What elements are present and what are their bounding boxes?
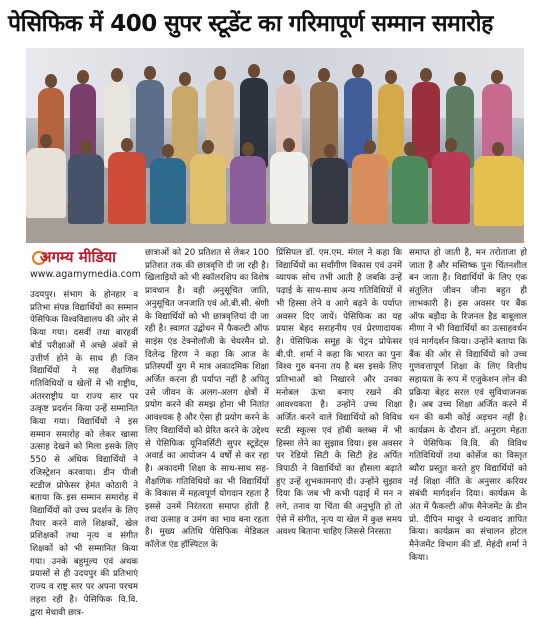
- photo-head: [420, 68, 432, 82]
- photo-head: [283, 138, 295, 152]
- photo-head: [214, 66, 226, 80]
- article-column-3: [276, 247, 402, 585]
- photo-head: [144, 66, 156, 80]
- photo-head: [40, 134, 52, 148]
- photo-head: [179, 72, 191, 86]
- photo-head: [162, 144, 174, 158]
- photo-head: [352, 64, 364, 78]
- column-text: उदयपुर। संभाग के होनहार व प्रतिभा संपन्न विद्यार्थियों का सम्मान पेसिफिक विश्वविद्यालय की ओर से किया गया। दसवीं तथा बारहवीं बोर्ड परीक्षाओं में अच्छे अंकों से उत्तीर्ण होने के साथ ही जिन विद्यार्थियों ने सह शैक्षणिक गतिविधियों व खेलों में भी राष्ट्रीय, अंतरराष्ट्रीय या राज्य स्तर पर उत्कृष्ट प्रदर्शन किया उन्हें सम्मानित किया गया। विद्यार्थियों ने इस सम्मान समारोह को लेकर खासा उत्साह देखने को मिला इसके लिए 550 से अधिक विद्यार्थियों ने रजिस्ट्रेशन करवाया। डीन पीजी स्टडीज प्रोफेसर हेमंत कोठारी ने बताया कि इस सम्मान समारोह में विद्यार्थियों को उच्च प्रदर्शन के लिए तैयार करने वाले शिक्षकों, खेल प्रशिक्षकों तथा नृत्य व संगीत शिक्षकों को भी सम्मानित किया गया। उनके बहुमूल्य एवं अथक प्रयासों से ही उदयपुर की प्रतिभाएं राज्य व राष्ट्र स्तर पर अपना परचम लहरा रही है। पेसिफिक वि.वि. द्वारा मेधावी छात्र-: [30, 290, 138, 618]
- photo-person: [26, 148, 66, 218]
- photo-head: [202, 140, 214, 154]
- photo-person: [190, 154, 226, 224]
- article-column-2: [145, 247, 269, 585]
- photo-head: [445, 138, 457, 152]
- masthead-logo: [30, 247, 141, 287]
- photo-person: [474, 156, 524, 226]
- photo-person: [108, 152, 146, 224]
- photo-head: [324, 144, 336, 158]
- photo-head: [404, 142, 416, 156]
- column-text: छात्राओं को 20 प्रतिशत से लेकर 100 प्रतिशत तक की छात्रवृत्ति दी जा रही है। खिलाड़ियों को भी स्कॉलरशिप का विशेष प्रावधान है। वही अनुसूचित जाति, अनुसूचित जनजाति एवं ओ.बी.सी. श्रेणी के विद्यार्थियों को भी छात्रवृत्तियां दी जा रही है। स्वागत उद्बोधन में फैकल्टी ऑफ साइंस एंड टेक्नोलॉजी के चेयरमैन प्रो. दिलेन्द्र हिरण ने कहा कि आज के प्रतिस्पर्धी युग में मात्र अकादमिक शिक्षा अर्जित करना ही पर्याप्त नहीं है अपितु उसे जीवन के अलग-अलग क्षेत्रों में प्रयोग करने की समझ होना भी नितांत आवश्यक है और ऐसा ही प्रयोग करने के लिए विद्यार्थियों को प्रेरित करने के उद्देश्य से पेसिफिक यूनिवर्सिटी सुपर स्टूडेंट्स अवार्ड का आयोजन 4 वर्षों से कर रहा है। अकादमी शिक्षा के साथ-साथ सह-शैक्षणिक गतिविधियों का भी विद्यार्थियों के विकास में महत्वपूर्ण योगदान रहता है इससे उनमें निरंतरता समाप्त होती है तथा उत्साह व उमंग का भाव बना रहता है। मुख्य अतिथि पेसिफिक मेडिकल कॉलेज एंड हॉस्पिटल के: [145, 248, 269, 551]
- photo-head: [454, 72, 466, 86]
- column-text: समाप्त हो जाती है, मन तरोताजा हो जाता है और मस्तिष्क पुनः चिंतनशील बन जाता है। विद्यार्थियों के लिए एक संतुलित जीवन जीना बहुत ही लाभकारी है। इस अवसर पर बैंक ऑफ बड़ौदा के रिजनल हैड बाबूलाल मीणा ने भी विद्यार्थियों का उत्साहवर्धन एवं मार्गदर्शन किया। उन्होंने बताया कि बैंक की ओर से विद्यार्थियों को उच्च गुणवत्तापूर्ण शिक्षा के लिए वित्तीय सहायता के रूप में एजुकेशन लोन की प्रक्रिया बेहद सरल एवं सुविधाजनक है। अब उच्च शिक्षा अर्जित करने में धन की कमी कोई अड़चन नहीं है। कार्यक्रम के दौरान डॉ. अनुराग मेहता ने पेसिफिक वि.वि. की विविध गतिविधियों तथा कोर्सेज का विस्तृत ब्यौरा प्रस्तुत करते हुए विद्यार्थियों को नई शिक्षा नीति के अनुसार करियर संबंधी मार्गदर्शन दिया। कार्यक्रम के अंत में फैकल्टी ऑफ मैनेजमेंट के डीन प्रो. दीपिन माथुर ने धन्यवाद ज्ञापित किया। कार्यक्रम का संचालन होटल मैनेजमेंट विभाग की डॉ. मेहंदी शर्मा ने किया।: [409, 248, 527, 563]
- photo-person: [312, 158, 348, 224]
- photo-head: [492, 142, 504, 156]
- headline: पेसिफिक में 400 सुपर स्टूडेंट का गरिमापूर्ण सम्मान समारोह: [8, 11, 493, 37]
- photo-person: [150, 158, 186, 224]
- photo-head: [121, 138, 133, 152]
- photo-head: [248, 64, 260, 78]
- article-column-4: [409, 247, 527, 585]
- photo-head: [491, 70, 503, 84]
- photo-head: [283, 70, 295, 84]
- photo-person: [68, 154, 104, 224]
- article-column-1: [30, 289, 138, 618]
- photo-person: [352, 154, 388, 224]
- photo-head: [318, 68, 330, 82]
- photo-head: [385, 70, 397, 84]
- photo-head: [45, 74, 57, 88]
- photo-head: [80, 140, 92, 154]
- photo-person: [230, 156, 266, 224]
- photo-person: [392, 156, 428, 224]
- column-text: प्रिंसिपल डॉ. एम.एम. मंगल ने कहा कि विद्यार्थियों का सर्वांगीण विकास एवं उनमें व्यापक सोच तभी आती है जबकि उन्हें पढ़ाई के साथ-साथ अन्य गतिविधियों में भी हिस्सा लेने व आगे बढ़ने के पर्याप्त अवसर दिए जायें। पेसिफिक का यह प्रयास बेहद सराहनीय एवं प्रेरणादायक है। पेसिफिक समूह के पेट्रन प्रोफेसर बी.पी. शर्मा ने कहा कि भारत का पुनः विश्व गुरु बनना तय है बस इसके लिए प्रतिभाओं को निखारने और उनका मनोबल ऊंचा बनाए रखने की आवश्यकता है। उन्होंने उच्च शिक्षा अर्जित करने वाले विद्यार्थियों को विविध स्टडी स्कूल्स एवं हॉबी क्लब्स में भी हिस्सा लेने का सुझाव दिया। इस अवसर पर रेडियो सिटी के सिटी हेड अर्पित त्रिपाठी ने विद्यार्थियों का हौसला बढ़ाते हुए उन्हें शुभकामनाएं दी। उन्होंने सुझाव दिया कि जब भी कभी पढ़ाई में मन न लगे, तनाव या चिंता की अनुभूति हो तो ऐसे में संगीत, नृत्य या खेल में कुछ समय अवश्य बिताना चाहिए जिससे निरसता: [276, 248, 402, 538]
- photo-head: [364, 140, 376, 154]
- group-photo: [26, 48, 524, 243]
- brand-url: www.agamymedia.com: [30, 269, 141, 280]
- photo-head: [111, 68, 123, 82]
- brand-name: अगम्य मीडिया: [40, 248, 117, 266]
- photo-head: [77, 70, 89, 84]
- photo-person: [432, 152, 470, 224]
- photo-head: [242, 142, 254, 156]
- photo-person: [270, 152, 308, 224]
